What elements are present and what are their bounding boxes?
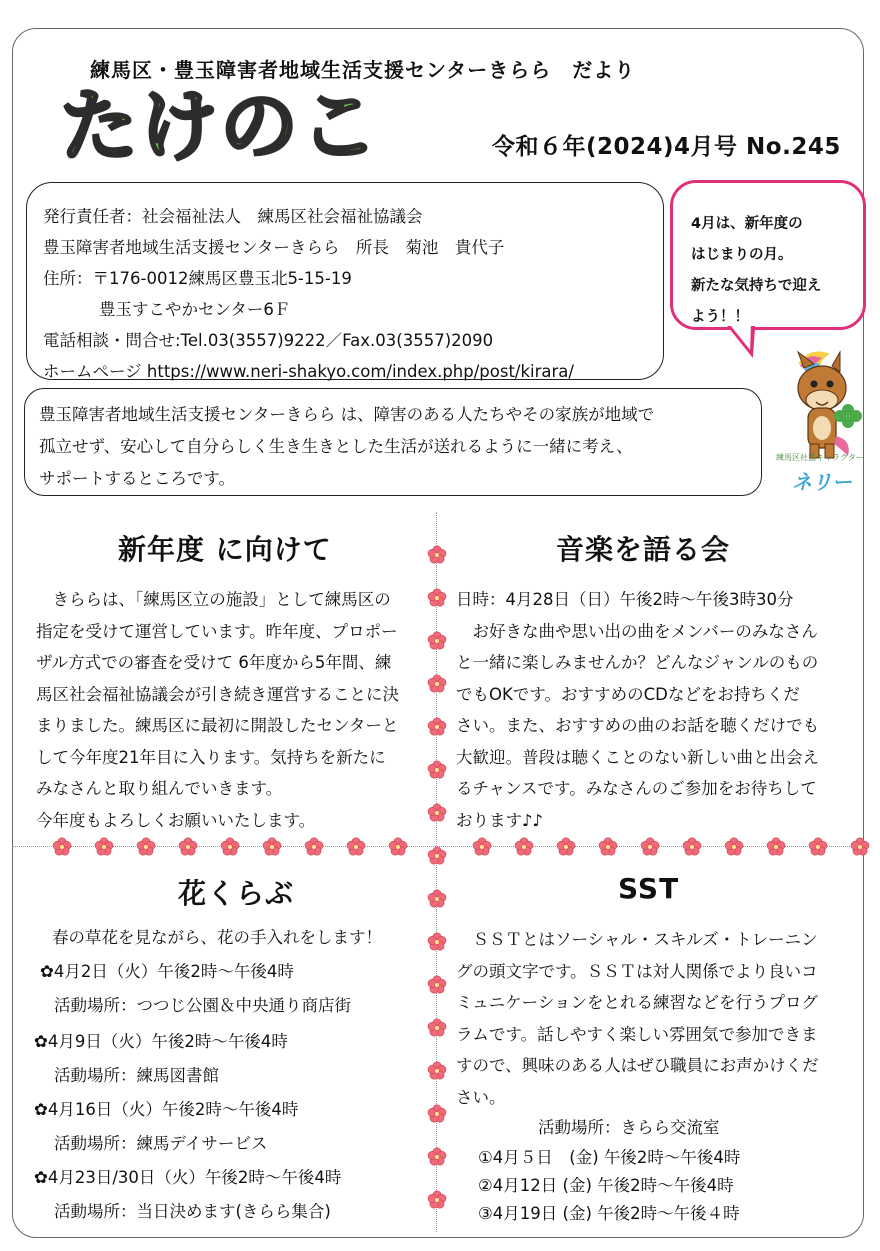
newsletter-org-line: 練馬区・豊玉障害者地域生活支援センターきらら だより — [90, 58, 636, 82]
publisher-line: 発行責任者：社会福祉法人 練馬区社会福祉協議会 — [43, 207, 423, 226]
music-body — [456, 584, 856, 836]
sst-line: ＳＳＴとはソーシャル・スキルズ・トレーニン — [456, 930, 818, 949]
flower-club-date: ✿4月9日（火）午後2時～午後4時 — [34, 1032, 288, 1051]
music-line: 日時：4月28日（日）午後2時～午後3時30分 — [456, 590, 794, 609]
new-year-line: きららは、「練馬区立の施設」として練馬区の — [36, 590, 391, 609]
phone-line: 電話相談・問合せ:Tel.03(3557)9222／Fax.03(3557)2090 — [43, 331, 494, 350]
flower-decoration-icon — [427, 1104, 447, 1124]
building-line: 豊玉すこやかセンター6Ｆ — [99, 300, 291, 319]
flower-club-place: 活動場所：当日決めます(きらら集合) — [54, 1202, 331, 1221]
flower-decoration-icon — [94, 837, 114, 857]
mascot-caption: 練馬区社協キャラクター — [776, 453, 864, 462]
flower-club-date: ✿4月23日/30日（火）午後2時～午後4時 — [34, 1168, 342, 1187]
flower-decoration-icon — [808, 837, 828, 857]
section-title-flower-club: 花くらぶ — [178, 877, 295, 910]
music-line: るチャンスです。みなさんのご参加をお待ちして — [456, 779, 817, 798]
music-line: 大歓迎。普段は聴くことのない新しい曲と出会え — [456, 747, 819, 767]
new-year-line: して今年度21年目に入ります。気持ちを新たに — [36, 747, 386, 767]
sst-date: ③4月19日 (金) 午後2時～午後４時 — [478, 1204, 740, 1223]
flower-decoration-icon — [178, 837, 198, 857]
flower-decoration-icon — [427, 975, 447, 995]
homepage-link[interactable]: ホームページ https://www.neri-shakyo.com/index.php/post/kirara/ — [43, 362, 574, 381]
sst-line: さい。 — [456, 1087, 506, 1107]
sst-line: ミュニケーションをとれる練習などを行うプログ — [456, 993, 819, 1012]
flower-decoration-icon — [640, 837, 660, 857]
flower-decoration-icon — [514, 837, 534, 857]
about-box — [24, 388, 762, 496]
new-year-line: 馬区社会福祉協議会が引き続き運営することに決 — [36, 684, 399, 704]
bubble-line-4: よう！！ — [691, 309, 749, 325]
sst-body — [456, 924, 860, 1113]
flower-decoration-icon — [427, 1190, 447, 1210]
new-year-line: ザル方式での審査を受けて 6年度から5年間、練 — [36, 653, 392, 672]
music-line: お好きな曲や思い出の曲をメンバーのみなさん — [456, 621, 818, 641]
flower-decoration-icon — [427, 932, 447, 952]
bubble-line-3: 新たな気持ちで迎え — [691, 278, 822, 294]
flower-decoration-icon — [427, 846, 447, 866]
bubble-line-1: 4月は、新年度の — [691, 216, 803, 232]
flower-decoration-icon — [472, 837, 492, 857]
flower-decoration-icon — [304, 837, 324, 857]
address-line: 住所：〒176-0012練馬区豊玉北5-15-19 — [43, 269, 352, 288]
flower-decoration-icon — [427, 1018, 447, 1038]
new-year-line: まりました。練馬区に最初に開設したセンターと — [36, 716, 399, 735]
flower-club-intro: 春の草花を見ながら、花の手入れをします！ — [52, 928, 382, 947]
flower-decoration-icon — [346, 837, 366, 857]
flower-decoration-icon — [724, 837, 744, 857]
flower-decoration-icon — [427, 1061, 447, 1081]
about-line-2: 孤立せず、安心して自分らしく生き生きとした生活が送れるように一緒に考え、 — [39, 437, 633, 456]
publisher-info-box — [26, 182, 664, 380]
speech-bubble — [670, 180, 866, 330]
flower-decoration-icon — [850, 837, 870, 857]
flower-club-place: 活動場所：練馬図書館 — [54, 1066, 219, 1085]
flower-decoration-icon — [682, 837, 702, 857]
issue-number: 令和６年(2024)4月号 No.245 — [492, 134, 841, 160]
music-line: さい。また、おすすめの曲のお話を聴くだけでも — [456, 716, 820, 735]
director-line: 豊玉障害者地域生活支援センターきらら 所長 菊池 貴代子 — [43, 238, 505, 257]
about-line-3: サポートするところです。 — [39, 469, 236, 488]
section-title-sst: SST — [618, 872, 680, 905]
music-line: と一緒に楽しみませんか？どんなジャンルのもの — [456, 653, 819, 672]
flower-club-place: 活動場所：練馬デイサービス — [54, 1134, 268, 1153]
flower-decoration-icon — [52, 837, 72, 857]
flower-decoration-icon — [598, 837, 618, 857]
new-year-line: 指定を受けて運営しています。昨年度、プロポー — [36, 621, 398, 641]
sst-place: 活動場所：きらら交流室 — [538, 1118, 720, 1137]
flower-decoration-icon — [136, 837, 156, 857]
flower-decoration-icon — [766, 837, 786, 857]
new-year-line: 今年度もよろしくお願いいたします。 — [36, 810, 316, 830]
about-line-1: 豊玉障害者地域生活支援センターきらら は、障害のある人たちやその家族が地域で — [39, 405, 655, 424]
newsletter-title: たけのこ — [60, 82, 381, 172]
flower-decoration-icon — [556, 837, 576, 857]
music-line: おります♪♪ — [456, 810, 544, 830]
flower-decoration-icon — [262, 837, 282, 857]
flower-decoration-icon — [220, 837, 240, 857]
bubble-line-2: はじまりの月。 — [691, 247, 793, 263]
mascot-name-logo: ネリー — [792, 470, 852, 494]
new-year-line: みなさんと取り組んでいきます。 — [36, 779, 283, 798]
flower-decoration-icon — [427, 889, 447, 909]
sst-line: グの頭文字です。ＳＳＴは対人関係でより良いコ — [456, 961, 818, 981]
section-title-new-year: 新年度 に向けて — [118, 533, 332, 566]
flower-decoration-icon — [388, 837, 408, 857]
sst-date: ②4月12日 (金) 午後2時～午後4時 — [478, 1176, 734, 1195]
bubble-tail-inner — [731, 326, 755, 350]
flower-club-date: ✿4月2日（火）午後2時～午後4時 — [40, 962, 294, 981]
flower-club-place: 活動場所：つつじ公園＆中央通り商店街 — [54, 996, 351, 1015]
sst-line: ラムです。話しやすく楽しい雰囲気で参加できま — [456, 1024, 818, 1044]
section-title-music: 音楽を語る会 — [556, 533, 731, 566]
flower-decoration-icon — [427, 545, 447, 565]
sst-line: すので、興味のある人はぜひ職員にお声かけくだ — [456, 1056, 819, 1075]
flower-club-date: ✿4月16日（火）午後2時～午後4時 — [34, 1100, 299, 1119]
flower-decoration-icon — [427, 1147, 447, 1167]
new-year-body — [36, 584, 436, 836]
sst-date: ①4月５日 (金) 午後2時～午後4時 — [478, 1148, 741, 1167]
music-line: でもOKです。おすすめのCDなどをお持ちくだ — [456, 684, 800, 704]
